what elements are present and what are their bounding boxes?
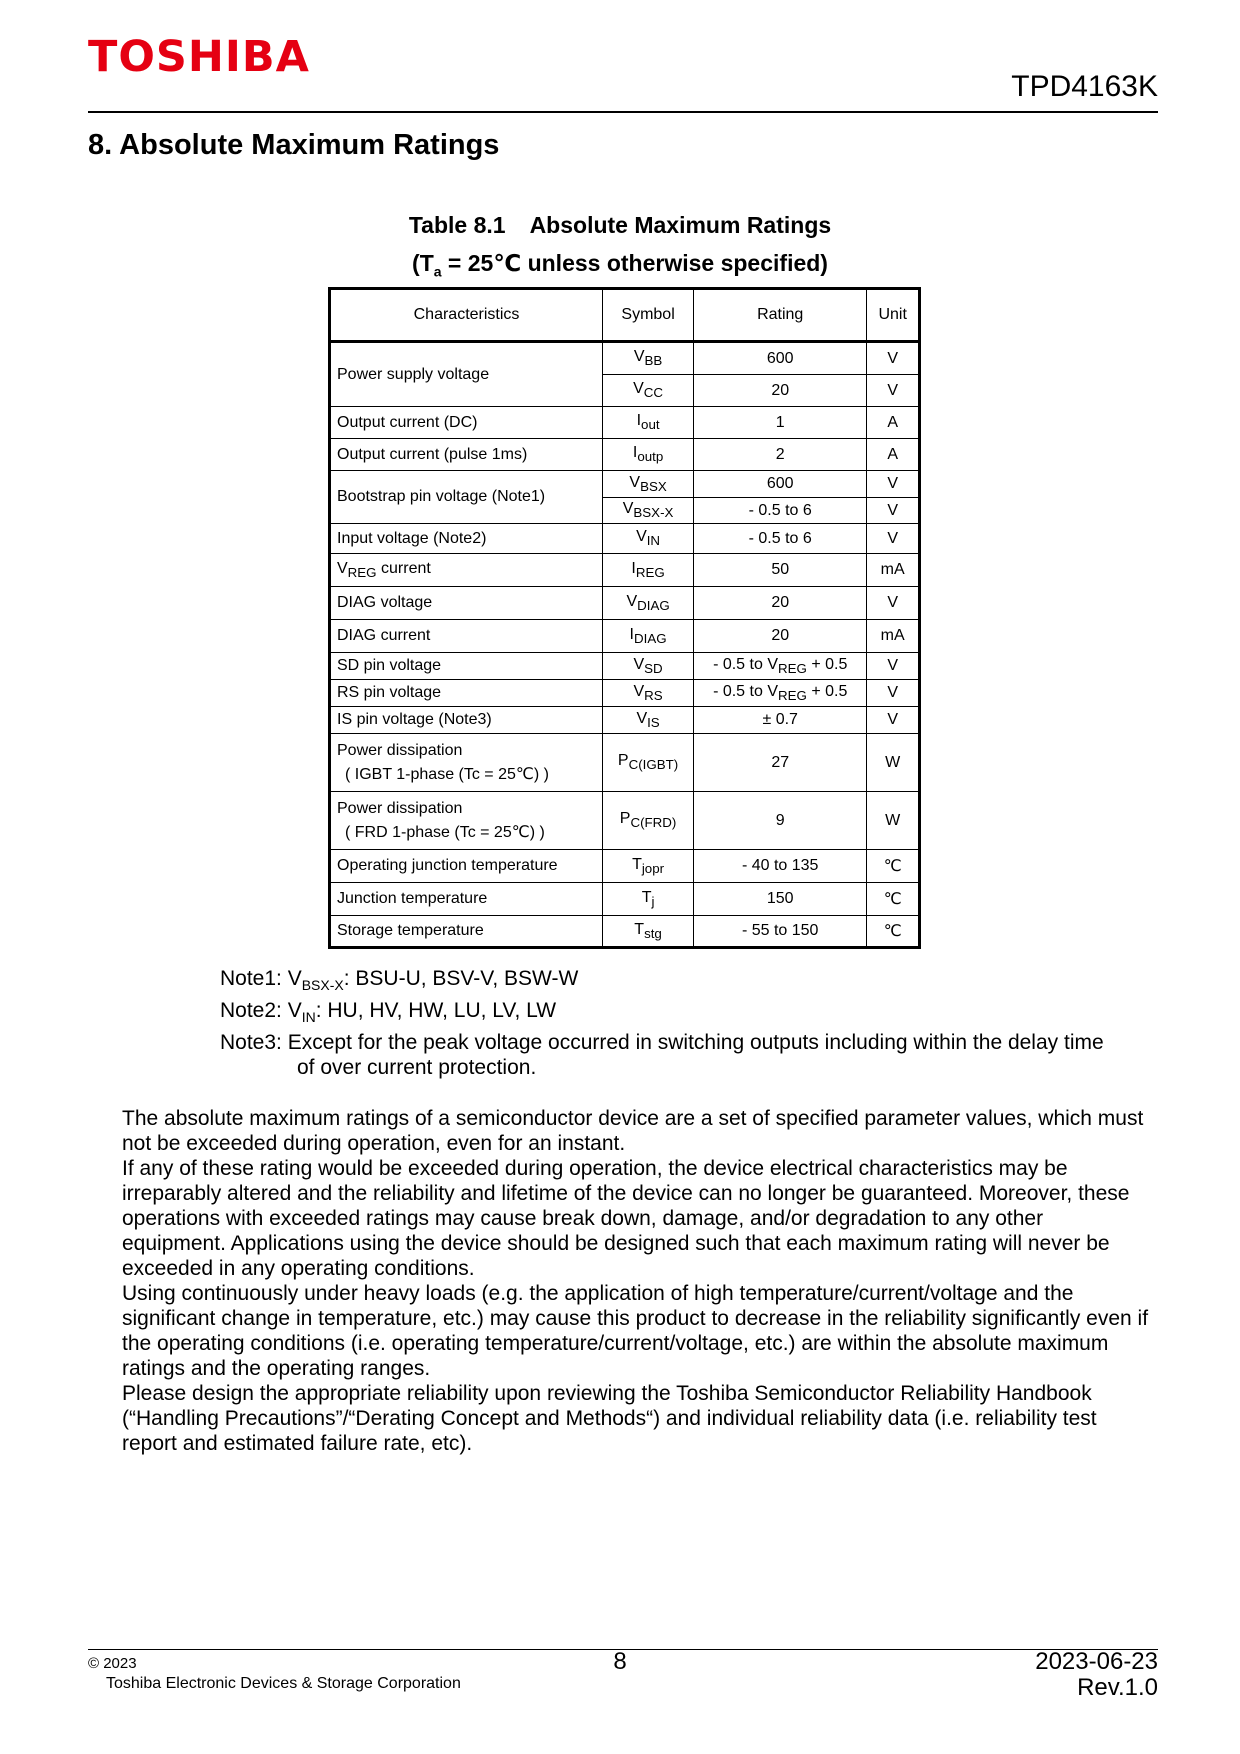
cell-unit: mA: [867, 554, 920, 587]
cell-symbol: $I_{outp}$: [603, 439, 694, 471]
cell-characteristic: Power dissipation ( IGBT 1-phase (Tc = 25℃) ): [330, 734, 603, 792]
footer-corporation: Toshiba Electronic Devices & Storage Corporation: [106, 1675, 461, 1692]
cell-symbol: $V_{BSX-X}$: [603, 498, 694, 524]
header-characteristics: Characteristics: [330, 289, 603, 342]
cell-unit: V: [867, 707, 920, 734]
cell-unit: V: [867, 342, 920, 375]
cell-symbol: $I_{REG}$: [603, 554, 694, 587]
paragraph: The absolute maximum ratings of a semiconductor device are a set of specified parameter values, which must not be exceeded during operation, even for an instant.: [122, 1107, 1144, 1155]
table-condition: ($T_a$ = 25℃ unless otherwise specified): [412, 250, 828, 280]
table-row: [330, 850, 920, 883]
cell-rating: 150: [694, 883, 867, 916]
cell-characteristic: Power dissipation ( FRD 1-phase (Tc = 25℃) ): [330, 792, 603, 850]
cell-unit: V: [867, 680, 920, 707]
cell-rating: 27: [694, 734, 867, 792]
cell-symbol: $V_{CC}$: [603, 375, 694, 407]
paragraph: If any of these rating would be exceeded during operation, the device electrical characteristics may be irreparably altered and the reliability and lifetime of the device can no longer be guaranteed. Moreover, these operations with exceeded ratings may cause break down, damage, and/or degradation to any other equipment. Applications using the device should be designed such that each maximum rating will never be exceeded in any operating conditions.: [122, 1157, 1130, 1280]
cell-rating: 600: [694, 342, 867, 375]
cell-characteristic: IS pin voltage (Note3): [330, 707, 603, 734]
cell-symbol: $T_j$: [603, 883, 694, 916]
page-number: 8: [613, 1648, 627, 1675]
note-3: Note3: Except for the peak voltage occurred in switching outputs including within the delay time: [220, 1031, 1104, 1055]
cell-characteristic: DIAG voltage: [330, 587, 603, 620]
footer-copyright: © 2023: [88, 1655, 137, 1672]
cell-unit: V: [867, 375, 920, 407]
cell-rating: - 0.5 to $V_{REG} + 0.5$: [694, 653, 867, 680]
cell-unit: W: [867, 792, 920, 850]
table-row: [330, 471, 920, 498]
footer-revision: Rev.1.0: [1077, 1674, 1158, 1701]
table-row: [330, 407, 920, 439]
cell-unit: ℃: [867, 916, 920, 948]
cell-characteristic: Power supply voltage: [330, 342, 603, 407]
table-row: [330, 620, 920, 653]
cell-rating: - 0.5 to $V_{REG} + 0.5$: [694, 680, 867, 707]
table-row: [330, 883, 920, 916]
table-row: [330, 554, 920, 587]
cell-rating: 50: [694, 554, 867, 587]
cell-symbol: $V_{IN}$: [603, 524, 694, 554]
cell-unit: V: [867, 498, 920, 524]
cell-characteristic: $V_{REG}$ current: [330, 554, 603, 587]
cell-rating: 20: [694, 620, 867, 653]
table-caption: [0, 214, 1240, 237]
body-text: [122, 1106, 1152, 1456]
cell-characteristic: Output current (pulse 1ms): [330, 439, 603, 471]
table-row: [330, 680, 920, 707]
cell-symbol: $T_{stg}$: [603, 916, 694, 948]
cell-unit: ℃: [867, 883, 920, 916]
cell-symbol: $V_{RS}$: [603, 680, 694, 707]
toshiba-logo: TOSHIBA: [88, 32, 310, 82]
cell-rating: 600: [694, 471, 867, 498]
cell-rating: 9: [694, 792, 867, 850]
cell-unit: A: [867, 439, 920, 471]
cell-unit: V: [867, 471, 920, 498]
header-symbol: Symbol: [603, 289, 694, 342]
cell-unit: V: [867, 524, 920, 554]
table-row: [330, 792, 920, 850]
cell-symbol: $P_{C(IGBT)}$: [603, 734, 694, 792]
cell-rating: 1: [694, 407, 867, 439]
table-row: [330, 587, 920, 620]
ratings-table: [328, 287, 921, 949]
header-rating: Rating: [694, 289, 867, 342]
table-notes: [220, 966, 1104, 1080]
cell-symbol: $V_{BSX}$: [603, 471, 694, 498]
cell-unit: V: [867, 653, 920, 680]
paragraph: Using continuously under heavy loads (e.g. the application of high temperature/current/voltage and the significant change in temperature, etc.) may cause this product to decrease in the reliability significantly even if the operating conditions (i.e. operating temperature/current/voltage, etc.) are within the absolute maximum ratings and the operating ranges.: [122, 1282, 1149, 1380]
cell-characteristic: Output current (DC): [330, 407, 603, 439]
cell-symbol: $V_{IS}$: [603, 707, 694, 734]
cell-characteristic: Storage temperature: [330, 916, 603, 948]
cell-characteristic: Bootstrap pin voltage (Note1): [330, 471, 603, 524]
cell-unit: V: [867, 587, 920, 620]
cell-symbol: $V_{SD}$: [603, 653, 694, 680]
table-row: [330, 524, 920, 554]
cell-symbol: $I_{DIAG}$: [603, 620, 694, 653]
section-title: 8. Absolute Maximum Ratings: [88, 129, 500, 161]
cell-symbol: $I_{out}$: [603, 407, 694, 439]
paragraph: Please design the appropriate reliability upon reviewing the Toshiba Semiconductor Reliability Handbook (“Handling Precautions”/“Derating Concept and Methods“) and individual reliability data (i.e. reliability test report and estimated failure rate, etc).: [122, 1382, 1097, 1455]
cell-symbol: $P_{C(FRD)}$: [603, 792, 694, 850]
table-row: [330, 707, 920, 734]
cell-unit: W: [867, 734, 920, 792]
table-caption-number: Table 8.1: [408, 212, 506, 238]
note-3-continued: of over current protection.: [297, 1056, 537, 1080]
header-unit: Unit: [867, 289, 920, 342]
header-divider: [88, 111, 1158, 113]
cell-rating: - 0.5 to 6: [694, 524, 867, 554]
cell-characteristic: Junction temperature: [330, 883, 603, 916]
footer-date: 2023-06-23: [1035, 1648, 1158, 1675]
table-row: [330, 342, 920, 375]
cell-rating: 2: [694, 439, 867, 471]
table-row: [330, 734, 920, 792]
cell-rating: 20: [694, 587, 867, 620]
note-1: Note1: $V_{BSX-X}$: BSU-U, BSV-V, BSW-W: [220, 967, 579, 994]
cell-symbol: $V_{BB}$: [603, 342, 694, 375]
cell-symbol: $V_{DIAG}$: [603, 587, 694, 620]
cell-unit: ℃: [867, 850, 920, 883]
cell-rating: 20: [694, 375, 867, 407]
table-row: [330, 916, 920, 948]
cell-unit: mA: [867, 620, 920, 653]
cell-characteristic: RS pin voltage: [330, 680, 603, 707]
table-caption-title: Absolute Maximum Ratings: [529, 212, 832, 238]
cell-symbol: $T_{jopr}$: [603, 850, 694, 883]
cell-characteristic: DIAG current: [330, 620, 603, 653]
cell-rating: ± 0.7: [694, 707, 867, 734]
cell-characteristic: SD pin voltage: [330, 653, 603, 680]
table-row: [330, 439, 920, 471]
cell-unit: A: [867, 407, 920, 439]
cell-characteristic: Operating junction temperature: [330, 850, 603, 883]
note-2: Note2: $V_{IN}$: HU, HV, HW, LU, LV, LW: [220, 999, 557, 1026]
cell-rating: - 55 to 150: [694, 916, 867, 948]
cell-rating: - 0.5 to 6: [694, 498, 867, 524]
cell-rating: - 40 to 135: [694, 850, 867, 883]
table-header-row: [330, 289, 920, 342]
part-number: TPD4163K: [1011, 70, 1158, 103]
table-row: [330, 653, 920, 680]
cell-characteristic: Input voltage (Note2): [330, 524, 603, 554]
